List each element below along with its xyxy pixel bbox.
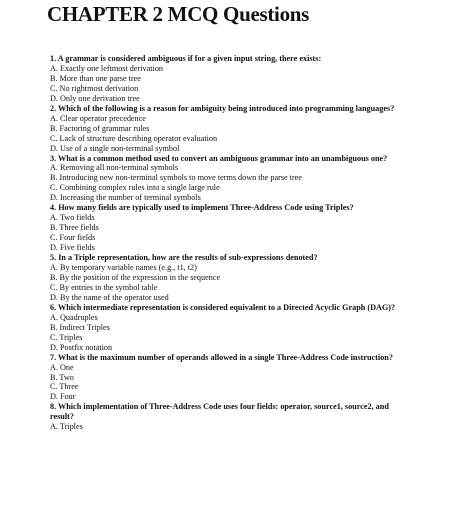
- question-text: 7. What is the maximum number of operands allowed in a single Three-Address Code instruction?: [50, 352, 393, 362]
- answer-option: D. Use of a single non-terminal symbol: [50, 143, 180, 153]
- answer-option: A. Removing all non-terminal symbols: [50, 163, 179, 173]
- answer-option: C. No rightmost derivation: [50, 83, 139, 93]
- question-block: [50, 402, 412, 432]
- answer-option: C. Three: [50, 382, 79, 392]
- question-text: 8. Which implementation of Three-Address Code uses four fields: operator, source1, source2, and result?: [50, 402, 389, 422]
- question-block: [50, 154, 412, 204]
- answer-option: A. Exactly one leftmost derivation: [50, 63, 164, 73]
- question-text: 4. How many fields are typically used to implement Three-Address Code using Triples?: [50, 203, 354, 213]
- answer-option: D. Only one derivation tree: [50, 93, 140, 103]
- question-text: 2. Which of the following is a reason for ambiguity being introduced into programming languages?: [50, 103, 395, 113]
- question-text: 6. Which intermediate representation is considered equivalent to a Directed Acyclic Graph (DAG)?: [50, 302, 396, 312]
- question-block: [50, 303, 412, 353]
- answer-option: C. Combining complex rules into a single large rule: [50, 183, 220, 193]
- answer-option: B. Three fields: [50, 223, 99, 233]
- question-block: [50, 54, 412, 104]
- answer-option: D. By the name of the operator used: [50, 292, 169, 302]
- answer-option: C. Four fields: [50, 233, 96, 243]
- answer-option: A. Clear operator precedence: [50, 113, 146, 123]
- answer-option: D. Five fields: [50, 243, 95, 253]
- question-text: 1. A grammar is considered ambiguous if for a given input string, there exists:: [50, 54, 322, 63]
- answer-option: B. More than one parse tree: [50, 73, 141, 83]
- question-block: [50, 353, 412, 403]
- answer-option: C. Lack of structure describing operator evaluation: [50, 133, 218, 143]
- answer-option: A. Two fields: [50, 213, 95, 223]
- question-block: [50, 203, 412, 253]
- answer-option: C. Triples: [50, 332, 83, 342]
- question-list: [50, 54, 412, 432]
- question-text: 5. In a Triple representation, how are the results of sub-expressions denoted?: [50, 253, 318, 263]
- answer-option: B. By the position of the expression in the sequence: [50, 272, 221, 282]
- answer-option: A. Quadruples: [50, 312, 98, 322]
- question-block: [50, 104, 412, 154]
- answer-option: B. Factoring of grammar rules: [50, 123, 150, 133]
- answer-option: B. Indirect Triples: [50, 322, 110, 332]
- answer-option: B. Two: [50, 372, 74, 382]
- answer-option: D. Postfix notation: [50, 342, 113, 352]
- answer-option: B. Introducing new non-terminal symbols to move terms down the parse tree: [50, 173, 302, 183]
- answer-option: D. Increasing the number of terminal symbols: [50, 193, 201, 203]
- answer-option: C. By entries in the symbol table: [50, 282, 158, 292]
- page-title: CHAPTER 2 MCQ Questions: [47, 2, 310, 26]
- answer-option: A. By temporary variable names (e.g., t1, t2): [50, 263, 197, 273]
- question-text: 3. What is a common method used to convert an ambiguous grammar into an unambiguous one?: [50, 153, 388, 163]
- answer-option: A. One: [50, 362, 74, 372]
- question-block: [50, 253, 412, 303]
- answer-option: A. Triples: [50, 422, 83, 432]
- answer-option: D. Four: [50, 392, 76, 402]
